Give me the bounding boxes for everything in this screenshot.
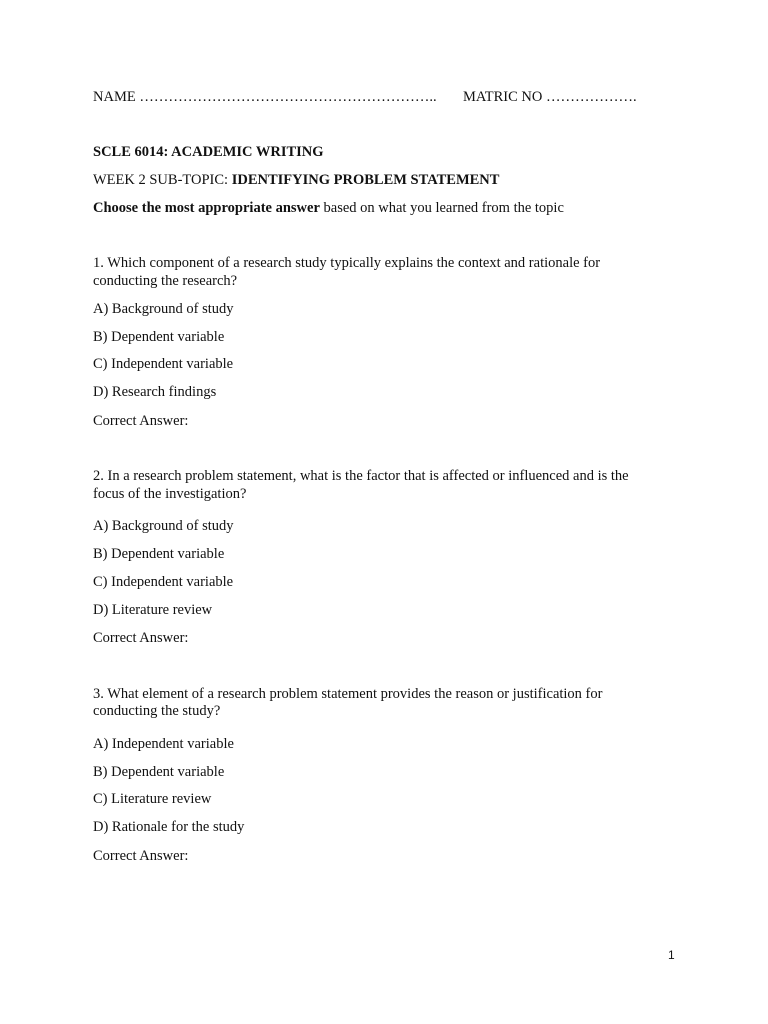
answer-option-c: C) Independent variable xyxy=(93,356,234,372)
instruction-bold: Choose the most appropriate answer xyxy=(93,200,320,216)
answer-option-d: D) Literature review xyxy=(93,602,213,618)
answer-option-d: D) Rationale for the study xyxy=(93,819,245,835)
name-field-label: NAME …………………………………………………….. xyxy=(93,89,437,105)
question-text: 3. What element of a research problem statement provides the reason or justification for xyxy=(93,686,603,702)
question-text: 2. In a research problem statement, what is the factor that is affected or influenced and is the xyxy=(93,468,629,484)
page-number: 1 xyxy=(668,948,675,962)
answer-option-a: A) Background of study xyxy=(93,518,234,534)
subtopic-prefix: WEEK 2 SUB-TOPIC: xyxy=(93,172,232,188)
question-text-continued: conducting the study? xyxy=(93,703,221,719)
question-text-continued: conducting the research? xyxy=(93,273,238,289)
subtopic-title: IDENTIFYING PROBLEM STATEMENT xyxy=(231,172,500,188)
answer-option-d: D) Research findings xyxy=(93,384,217,400)
subtopic-line xyxy=(93,171,499,189)
answer-option-c: C) Independent variable xyxy=(93,574,234,590)
question-text-continued: focus of the investigation? xyxy=(93,486,247,502)
answer-option-b: B) Dependent variable xyxy=(93,764,225,780)
matric-field-label: MATRIC NO ………………. xyxy=(463,89,637,105)
correct-answer-label: Correct Answer: xyxy=(93,413,189,429)
correct-answer-label: Correct Answer: xyxy=(93,630,189,646)
instruction-rest: based on what you learned from the topic xyxy=(319,200,564,216)
answer-option-a: A) Independent variable xyxy=(93,736,234,752)
answer-option-a: A) Background of study xyxy=(93,301,234,317)
correct-answer-label: Correct Answer: xyxy=(93,848,189,864)
question-text: 1. Which component of a research study typically explains the context and rationale for xyxy=(93,255,601,271)
answer-option-b: B) Dependent variable xyxy=(93,546,225,562)
answer-option-c: C) Literature review xyxy=(93,791,212,807)
instruction-line xyxy=(93,199,564,217)
answer-option-b: B) Dependent variable xyxy=(93,329,225,345)
course-title: SCLE 6014: ACADEMIC WRITING xyxy=(93,144,324,160)
